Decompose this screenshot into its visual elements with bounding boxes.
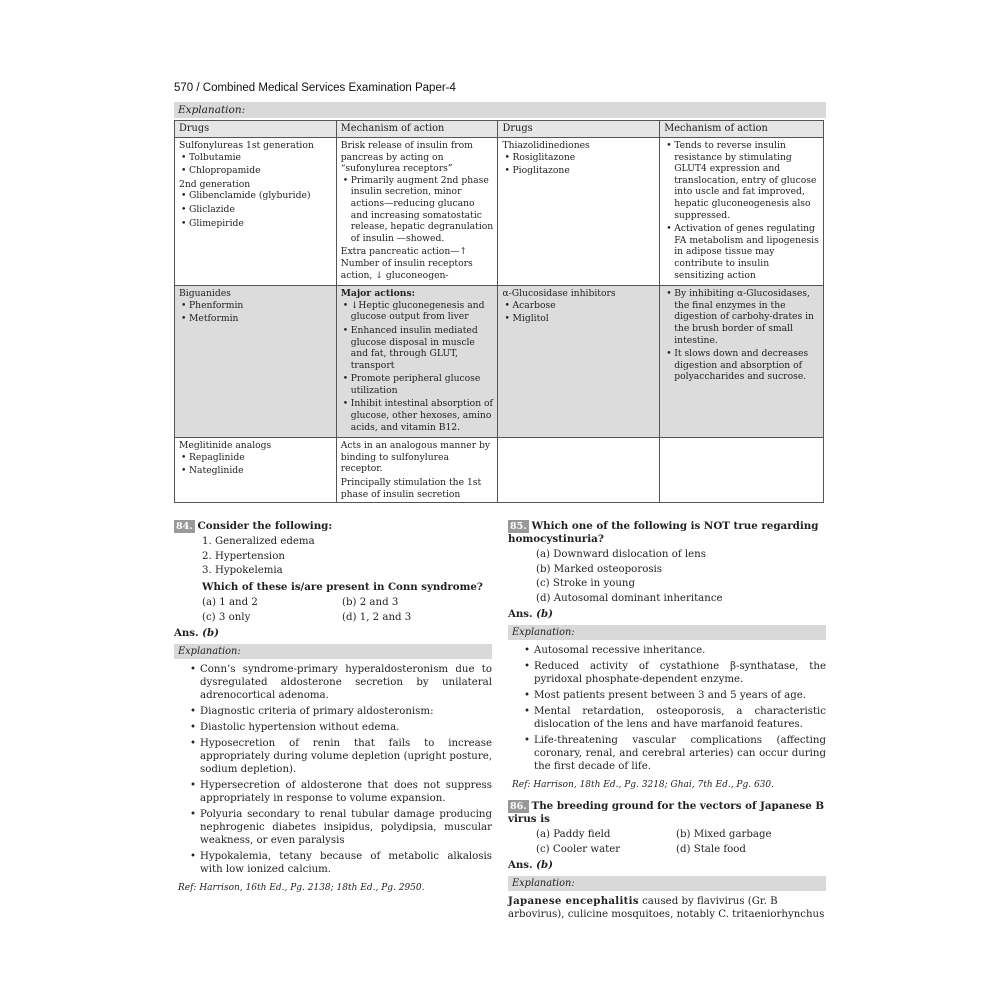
explanation-item: • Hypersecretion of aldosterone that does not suppress appropriately in response to volume expansion.	[200, 779, 492, 805]
sub-question: Which of these is/are present in Conn syndrome?	[202, 581, 483, 593]
option: (d) Autosomal dominant inheritance	[536, 592, 723, 604]
page	[174, 82, 826, 920]
explanation-item: • Diagnostic criteria of primary aldosteronism:	[200, 705, 492, 718]
drug-item: • Chlopropamide	[189, 165, 332, 177]
mechanism-cell: Major actions: • ↓Heptic gluconegenesis and glucose output from liver • Enhanced insulin mediated glucose disposal in muscle and fat, through GLUT, transport • Promote peripheral glucose utilization • Inhibit intestinal absorption of glucose, other hexoses, amino acids, and vitamin B12.	[336, 286, 498, 438]
option: (a) 1 and 2	[202, 597, 258, 608]
mechanism-cell: Brisk release of insulin from pancreas by acting on “sufonylurea receptors” • Primarily augment 2nd phase insulin secretion, minor actions—reducing glucano and increasing somatostatic release, hepatic degranulation of insulin —showed. Extra pancreatic action—↑ Number of insulin receptors action, ↓ gluconeogen-	[336, 138, 498, 286]
reference: Ref: Harrison, 18th Ed., Pg. 3218; Ghai, 7th Ed., Pg. 630.	[512, 779, 774, 790]
list-item: 3. Hypokelemia	[202, 565, 283, 576]
mechanism-item: • Activation of genes regulating FA metabolism and lipogenesis in adipose tissue may contribute to insulin sensitizing action	[674, 223, 819, 281]
explanation-item: • Polyuria secondary to renal tubular damage producing nephrogenic diabetes insipidus, polydipsia, muscular weakness, or even paralysis	[200, 808, 492, 847]
question-text: Which one of the following is NOT true regarding homocystinuria?	[508, 520, 819, 545]
mechanism-item: • Tends to reverse insulin resistance by stimulating GLUT4 expression and translocation, entry of glucose into uscle and fat improved, hepatic gluconeogenesis also suppressed.	[674, 140, 819, 221]
explanation-label: Explanation:	[174, 102, 826, 118]
drug-item: • Rosiglitazone	[512, 152, 655, 164]
option: (c) Cooler water	[536, 843, 621, 855]
mechanism-item: • It slows down and decreases digestion and absorption of polyaccharides and sucrose.	[674, 348, 819, 383]
mechanism-item: • By inhibiting α-Glucosidases, the final enzymes in the digestion of carbohy-drates in the brush border of small intestine.	[674, 288, 819, 346]
mechanism-item: • Enhanced insulin mediated glucose disposal in muscle and fat, through GLUT, transport	[351, 325, 494, 371]
list-item: 2. Hypertension	[202, 550, 285, 562]
question-number: 86.	[510, 800, 527, 812]
column-header: Mechanism of action	[336, 121, 498, 138]
column-header: Drugs	[498, 121, 660, 138]
option: (b) Mixed garbage	[676, 828, 772, 840]
right-column	[508, 520, 826, 921]
option: (a) Paddy field	[536, 828, 611, 840]
question-columns	[174, 520, 826, 921]
table-row	[175, 138, 824, 286]
column-header: Drugs	[175, 121, 337, 138]
drug-item: • Miglitol	[512, 313, 655, 325]
option: (b) 2 and 3	[342, 597, 399, 608]
table-row	[175, 438, 824, 503]
table-row	[175, 286, 824, 438]
explanation-item: • Hyposecretion of renin that fails to increase appropriately during volume depletion (upright posture, sodium depletion).	[200, 737, 492, 776]
drug-item: • Glibenclamide (glyburide)	[189, 190, 332, 202]
question-text: Consider the following:	[197, 520, 333, 532]
drug-item: • Repaglinide	[189, 452, 332, 464]
question-84	[174, 520, 492, 895]
answer: Ans. (b)	[508, 607, 553, 620]
question-number: 84.	[176, 521, 193, 532]
drug-item: • Pioglitazone	[512, 165, 655, 177]
answer: Ans. (b)	[508, 858, 553, 871]
option: (d) Stale food	[676, 843, 746, 855]
explanation-item: • Most patients present between 3 and 5 years of age.	[534, 689, 826, 702]
explanation-label: Explanation:	[508, 625, 826, 640]
explanation-item: • Life-threatening vascular complications (affecting coronary, renal, and cerebral arteries) can occur during the first decade of life.	[534, 734, 826, 773]
mechanism-item: • ↓Heptic gluconegenesis and glucose output from liver	[351, 300, 494, 323]
mechanism-item: • Primarily augment 2nd phase insulin secretion, minor actions—reducing glucano and increasing somatostatic release, hepatic degranulation of insulin —showed.	[351, 175, 494, 245]
left-column	[174, 520, 492, 921]
question-number: 85.	[510, 521, 527, 532]
question-85	[508, 520, 826, 792]
reference: Ref: Harrison, 16th Ed., Pg. 2138; 18th Ed., Pg. 2950.	[178, 883, 425, 893]
explanation-item: • Mental retardation, osteoporosis, a characteristic dislocation of the lens and have marfanoid features.	[534, 705, 826, 731]
drug-item: • Phenformin	[189, 300, 332, 312]
answer: Ans. (b)	[174, 627, 219, 639]
option: (c) 3 only	[202, 612, 251, 623]
empty-cell	[660, 438, 824, 503]
option: (b) Marked osteoporosis	[536, 563, 663, 575]
mechanism-item: • Promote peripheral glucose utilization	[351, 373, 494, 396]
drug-cell: Thiazolidinediones • Rosiglitazone • Pioglitazone	[498, 138, 660, 286]
drug-item: • Tolbutamie	[189, 152, 332, 164]
explanation-label: Explanation:	[174, 644, 492, 659]
mechanism-cell	[660, 286, 824, 438]
explanation-item: • Reduced activity of cystathione β-synthatase, the pyridoxal phosphate-dependent enzyme.	[534, 660, 826, 686]
list-item: 1. Generalized edema	[202, 536, 315, 547]
drug-item: • Nateglinide	[189, 465, 332, 477]
explanation-item: • Conn’s syndrome-primary hyperaldosteronism due to dysregulated aldosterone secretion by unilateral adrenocortical adenoma.	[200, 663, 492, 702]
mechanism-cell	[660, 138, 824, 286]
drug-cell: Sulfonylureas 1st generation • Tolbutamie • Chlopropamide 2nd generation • Glibenclamide (glyburide) • Gliclazide • Glimepiride	[175, 138, 337, 286]
table-header-row	[175, 121, 824, 138]
option: (c) Stroke in young	[536, 578, 635, 589]
empty-cell	[498, 438, 660, 503]
column-header: Mechanism of action	[660, 121, 824, 138]
explanation-item: • Hypokalemia, tetany because of metabolic alkalosis with low ionized calcium.	[200, 850, 492, 876]
explanation-item: • Autosomal recessive inheritance.	[534, 644, 826, 657]
drug-item: • Acarbose	[512, 300, 655, 312]
mechanism-cell: Acts in an analogous manner by binding to sulfonylurea receptor. Principally stimulation the 1st phase of insulin secretion	[336, 438, 498, 503]
drug-cell: α-Glucosidase inhibitors • Acarbose • Miglitol	[498, 286, 660, 438]
drug-cell: Meglitinide analogs • Repaglinide • Nateglinide	[175, 438, 337, 503]
drug-item: • Glimepiride	[189, 218, 332, 230]
page-header: 570 / Combined Medical Services Examination Paper-4	[174, 82, 456, 94]
question-text: The breeding ground for the vectors of Japanese B virus is	[508, 799, 825, 825]
drug-table	[174, 120, 824, 503]
explanation-label: Explanation:	[508, 876, 826, 891]
drug-item: • Metformin	[189, 313, 332, 325]
mechanism-item: • Inhibit intestinal absorption of glucose, other hexoses, amino acids, and vitamin B12.	[351, 398, 494, 433]
option: (d) 1, 2 and 3	[342, 612, 412, 623]
option: (a) Downward dislocation of lens	[536, 549, 706, 560]
explanation-paragraph: Japanese encephalitis caused by flavivirus (Gr. B arbovirus), culicine mosquitoes, notably C. tritaeniorhynchus	[508, 894, 825, 920]
question-86	[508, 800, 826, 921]
drug-cell: Biguanides • Phenformin • Metformin	[175, 286, 337, 438]
drug-item: • Gliclazide	[189, 204, 332, 216]
explanation-item: • Diastolic hypertension without edema.	[200, 721, 492, 734]
